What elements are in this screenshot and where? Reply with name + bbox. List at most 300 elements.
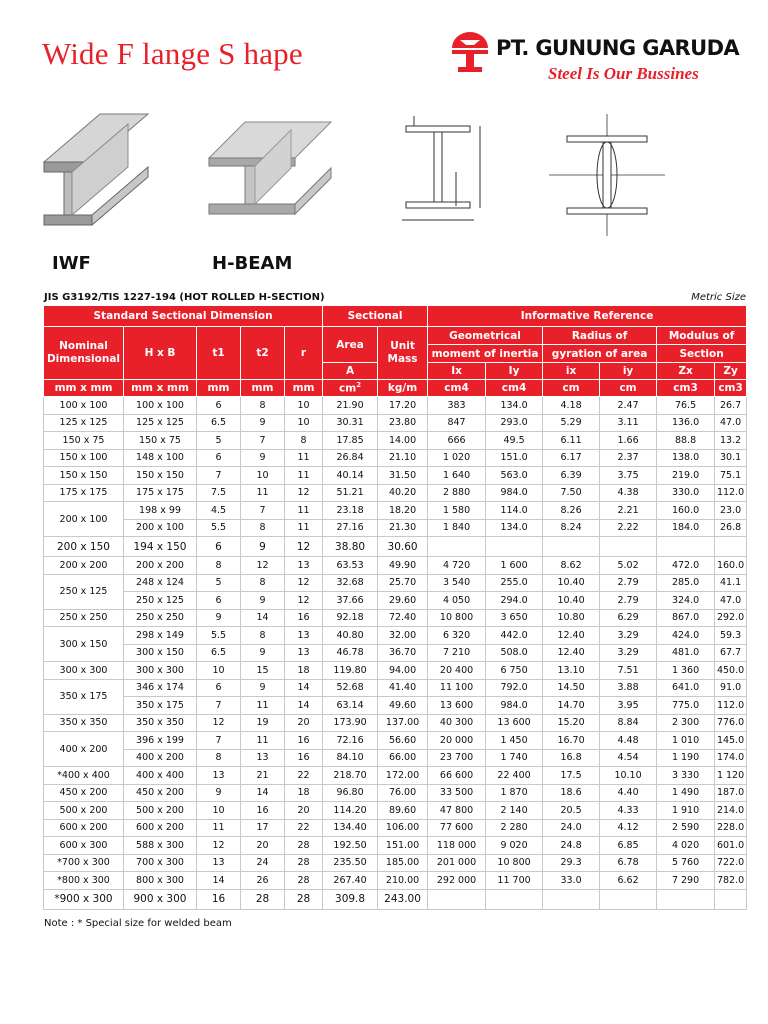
cell-radius-iy: 2.79	[600, 592, 657, 610]
cell-radius-iy: 3.75	[600, 467, 657, 485]
cell-zy: 26.8	[715, 519, 747, 537]
cell-zx: 424.0	[657, 627, 715, 645]
cell-radius-ix: 14.70	[543, 697, 600, 715]
cell-area: 96.80	[323, 784, 378, 802]
cell-t1: 4.5	[197, 502, 241, 520]
cell-r: 12	[285, 574, 323, 592]
cell-r: 22	[285, 819, 323, 837]
cell-r: 10	[285, 397, 323, 415]
cell-t1: 13	[197, 767, 241, 785]
cell-radius-ix: 4.18	[543, 397, 600, 415]
cell-ix: 23 700	[428, 749, 486, 767]
cell-radius-iy: 7.51	[600, 662, 657, 680]
cell-t2: 8	[241, 574, 285, 592]
cell-zx: 1 910	[657, 802, 715, 820]
cell-hxb: 300 x 150	[124, 644, 197, 662]
table-header	[44, 306, 747, 397]
unit-radius-iy: cm	[600, 380, 657, 397]
page-title: Wide F lange S hape	[42, 36, 303, 71]
cell-radius-iy: 8.84	[600, 714, 657, 732]
cell-zx: 5 760	[657, 854, 715, 872]
cell-t2: 19	[241, 714, 285, 732]
cell-hxb: 298 x 149	[124, 627, 197, 645]
unit-radius-ix: cm	[543, 380, 600, 397]
cell-zx: 219.0	[657, 467, 715, 485]
cell-area: 52.68	[323, 679, 378, 697]
cell-r: 20	[285, 802, 323, 820]
cell-radius-iy: 4.40	[600, 784, 657, 802]
cell-zy: 782.0	[715, 872, 747, 890]
cell-zx: 136.0	[657, 414, 715, 432]
cell-iy	[486, 889, 543, 909]
cell-zy: 450.0	[715, 662, 747, 680]
header-t2: t2	[241, 327, 285, 380]
cell-t1: 5.5	[197, 627, 241, 645]
hbeam-label: H-BEAM	[212, 253, 293, 274]
unit-area-exponent: 2	[356, 381, 362, 390]
cell-radius-ix: 20.5	[543, 802, 600, 820]
cell-t2: 11	[241, 484, 285, 502]
cell-zx: 160.0	[657, 502, 715, 520]
cell-radius-iy	[600, 889, 657, 909]
cell-radius-iy: 4.33	[600, 802, 657, 820]
cell-nominal: 300 x 150	[44, 627, 124, 662]
cell-iy: 442.0	[486, 627, 543, 645]
cell-t1: 7	[197, 467, 241, 485]
cell-nominal: 150 x 75	[44, 432, 124, 450]
cell-t2: 9	[241, 592, 285, 610]
company-tagline: Steel Is Our Bussines	[548, 64, 699, 83]
cell-zx: 76.5	[657, 397, 715, 415]
cell-radius-ix: 6.11	[543, 432, 600, 450]
header-radius: Radius of	[543, 327, 657, 345]
cell-zy: 776.0	[715, 714, 747, 732]
cell-radius-iy: 6.85	[600, 837, 657, 855]
header-informative-reference: Informative Reference	[428, 306, 747, 327]
cell-unit-mass: 14.00	[378, 432, 428, 450]
header-moment-of-inertia: moment of inertia	[428, 345, 543, 363]
cell-nominal: 175 x 175	[44, 484, 124, 502]
cell-hxb: 125 x 125	[124, 414, 197, 432]
cell-ix: 1 020	[428, 449, 486, 467]
cell-t2: 28	[241, 889, 285, 909]
cell-t2: 12	[241, 557, 285, 575]
cell-hxb: 500 x 200	[124, 802, 197, 820]
cell-zy: 228.0	[715, 819, 747, 837]
cell-t2: 9	[241, 414, 285, 432]
header-radius-iy: iy	[600, 363, 657, 380]
cell-t1: 6.5	[197, 644, 241, 662]
table-row	[44, 697, 747, 715]
cell-hxb: 588 x 300	[124, 837, 197, 855]
cell-area: 46.78	[323, 644, 378, 662]
cell-radius-iy: 6.29	[600, 609, 657, 627]
cell-hxb: 248 x 124	[124, 574, 197, 592]
cell-ix: 40 300	[428, 714, 486, 732]
cell-t1: 5	[197, 432, 241, 450]
cell-ix	[428, 537, 486, 557]
cell-unit-mass: 23.80	[378, 414, 428, 432]
cell-hxb: 600 x 200	[124, 819, 197, 837]
cell-t2: 24	[241, 854, 285, 872]
cell-hxb: 700 x 300	[124, 854, 197, 872]
cell-ix: 11 100	[428, 679, 486, 697]
cell-area: 51.21	[323, 484, 378, 502]
cell-radius-ix: 18.6	[543, 784, 600, 802]
cell-zx: 184.0	[657, 519, 715, 537]
cell-ix: 66 600	[428, 767, 486, 785]
cell-radius-ix: 17.5	[543, 767, 600, 785]
cell-area: 40.14	[323, 467, 378, 485]
table-row	[44, 502, 747, 520]
cell-zx: 1 010	[657, 732, 715, 750]
cell-t1: 11	[197, 819, 241, 837]
cell-area: 27.16	[323, 519, 378, 537]
cell-radius-iy: 3.88	[600, 679, 657, 697]
cell-unit-mass: 243.00	[378, 889, 428, 909]
cell-ix: 20 400	[428, 662, 486, 680]
cell-ix: 13 600	[428, 697, 486, 715]
cell-r: 16	[285, 749, 323, 767]
cell-radius-ix: 24.0	[543, 819, 600, 837]
cell-nominal: 350 x 350	[44, 714, 124, 732]
cell-nominal: 600 x 300	[44, 837, 124, 855]
header-ix: Ix	[428, 363, 486, 380]
cell-hxb: 396 x 199	[124, 732, 197, 750]
cell-r: 11	[285, 519, 323, 537]
cell-iy: 10 800	[486, 854, 543, 872]
cell-area: 267.40	[323, 872, 378, 890]
cell-radius-ix	[543, 537, 600, 557]
cell-zy: 601.0	[715, 837, 747, 855]
cell-radius-iy: 2.79	[600, 574, 657, 592]
cell-ix: 1 580	[428, 502, 486, 520]
cell-zx: 867.0	[657, 609, 715, 627]
cell-zy: 722.0	[715, 854, 747, 872]
cell-radius-iy: 6.78	[600, 854, 657, 872]
header-zx: Zx	[657, 363, 715, 380]
cell-r: 11	[285, 467, 323, 485]
cell-iy: 13 600	[486, 714, 543, 732]
cell-t1: 5	[197, 574, 241, 592]
cell-iy: 49.5	[486, 432, 543, 450]
cell-area: 119.80	[323, 662, 378, 680]
cell-zx	[657, 889, 715, 909]
cell-r: 8	[285, 432, 323, 450]
cell-area: 30.31	[323, 414, 378, 432]
cell-t1: 8	[197, 749, 241, 767]
cell-zy: 41.1	[715, 574, 747, 592]
cell-r: 13	[285, 557, 323, 575]
cell-radius-ix: 13.10	[543, 662, 600, 680]
cell-ix: 77 600	[428, 819, 486, 837]
cell-unit-mass: 21.10	[378, 449, 428, 467]
cell-zx: 1 190	[657, 749, 715, 767]
metric-size-label: Metric Size	[691, 292, 746, 303]
cell-radius-ix: 7.50	[543, 484, 600, 502]
cell-radius-iy: 5.02	[600, 557, 657, 575]
cell-r: 11	[285, 502, 323, 520]
table-row	[44, 592, 747, 610]
cell-radius-ix: 29.3	[543, 854, 600, 872]
header-gyration: gyration of area	[543, 345, 657, 363]
header-unit-mass: Unit Mass	[378, 327, 428, 380]
cell-radius-iy: 10.10	[600, 767, 657, 785]
table-row	[44, 537, 747, 557]
cell-nominal: 500 x 200	[44, 802, 124, 820]
cell-t2: 8	[241, 519, 285, 537]
cell-unit-mass: 72.40	[378, 609, 428, 627]
cell-radius-ix	[543, 889, 600, 909]
unit-area	[323, 380, 378, 397]
cell-t2: 7	[241, 432, 285, 450]
unit-zx: cm3	[657, 380, 715, 397]
standard-label: JIS G3192/TIS 1227-194 (HOT ROLLED H-SECTION)	[44, 292, 325, 303]
cell-ix: 118 000	[428, 837, 486, 855]
cell-iy: 151.0	[486, 449, 543, 467]
cell-zy: 47.0	[715, 592, 747, 610]
cell-ix: 4 720	[428, 557, 486, 575]
cell-t1: 12	[197, 837, 241, 855]
cell-iy: 22 400	[486, 767, 543, 785]
cell-t1: 8	[197, 557, 241, 575]
cell-zy: 23.0	[715, 502, 747, 520]
header-hxb: H x B	[124, 327, 197, 380]
cell-r: 16	[285, 609, 323, 627]
cell-t1: 6	[197, 397, 241, 415]
table-row	[44, 662, 747, 680]
unit-nominal: mm x mm	[44, 380, 124, 397]
header-r: r	[285, 327, 323, 380]
cell-iy: 134.0	[486, 397, 543, 415]
company-logo-icon	[450, 30, 490, 74]
cell-iy: 1 600	[486, 557, 543, 575]
cell-iy: 984.0	[486, 697, 543, 715]
cell-zy: 47.0	[715, 414, 747, 432]
cell-ix: 847	[428, 414, 486, 432]
table-row	[44, 854, 747, 872]
cell-t2: 26	[241, 872, 285, 890]
cell-hxb: 198 x 99	[124, 502, 197, 520]
cell-area: 63.14	[323, 697, 378, 715]
cell-zx: 481.0	[657, 644, 715, 662]
cell-radius-ix: 16.70	[543, 732, 600, 750]
cell-t1: 9	[197, 784, 241, 802]
cell-unit-mass: 40.20	[378, 484, 428, 502]
cell-unit-mass: 94.00	[378, 662, 428, 680]
table-row	[44, 679, 747, 697]
cell-radius-iy: 2.22	[600, 519, 657, 537]
cell-area: 173.90	[323, 714, 378, 732]
cell-radius-ix: 10.40	[543, 574, 600, 592]
table-row	[44, 449, 747, 467]
cell-t1: 9	[197, 609, 241, 627]
cell-r: 12	[285, 592, 323, 610]
cell-ix: 47 800	[428, 802, 486, 820]
cell-iy	[486, 537, 543, 557]
cell-ix: 20 000	[428, 732, 486, 750]
cell-nominal: *400 x 400	[44, 767, 124, 785]
cell-iy: 2 140	[486, 802, 543, 820]
cell-zy: 112.0	[715, 697, 747, 715]
cell-t2: 8	[241, 397, 285, 415]
header-nominal: Nominal Dimensional	[44, 327, 124, 380]
cell-hxb: 175 x 175	[124, 484, 197, 502]
cell-ix: 6 320	[428, 627, 486, 645]
unit-t1: mm	[197, 380, 241, 397]
cell-zx	[657, 537, 715, 557]
cell-area: 21.90	[323, 397, 378, 415]
cell-area: 235.50	[323, 854, 378, 872]
cell-nominal: 100 x 100	[44, 397, 124, 415]
cell-t1: 6	[197, 537, 241, 557]
cell-unit-mass: 66.00	[378, 749, 428, 767]
cell-r: 11	[285, 449, 323, 467]
cell-radius-ix: 8.62	[543, 557, 600, 575]
header-radius-ix: ix	[543, 363, 600, 380]
cell-nominal: *800 x 300	[44, 872, 124, 890]
cell-area: 114.20	[323, 802, 378, 820]
cell-zy: 187.0	[715, 784, 747, 802]
header-area-symbol: A	[323, 363, 378, 380]
cell-r: 14	[285, 697, 323, 715]
cell-t2: 11	[241, 697, 285, 715]
cell-t2: 7	[241, 502, 285, 520]
cell-t2: 13	[241, 749, 285, 767]
cell-radius-ix: 10.80	[543, 609, 600, 627]
cell-ix: 383	[428, 397, 486, 415]
cell-iy: 792.0	[486, 679, 543, 697]
cell-t2: 16	[241, 802, 285, 820]
cell-hxb: 900 x 300	[124, 889, 197, 909]
cell-area: 309.8	[323, 889, 378, 909]
cell-unit-mass: 41.40	[378, 679, 428, 697]
cell-t2: 8	[241, 627, 285, 645]
cell-t1: 13	[197, 854, 241, 872]
cell-unit-mass: 137.00	[378, 714, 428, 732]
cell-area: 40.80	[323, 627, 378, 645]
table-row	[44, 414, 747, 432]
unit-hxb: mm x mm	[124, 380, 197, 397]
cell-zx: 2 300	[657, 714, 715, 732]
cell-r: 13	[285, 627, 323, 645]
cell-ix: 33 500	[428, 784, 486, 802]
cell-radius-ix: 5.29	[543, 414, 600, 432]
cell-nominal: 200 x 200	[44, 557, 124, 575]
cell-zy: 91.0	[715, 679, 747, 697]
cell-nominal: 150 x 150	[44, 467, 124, 485]
cell-zy	[715, 537, 747, 557]
unit-r: mm	[285, 380, 323, 397]
header-iy: Iy	[486, 363, 543, 380]
cell-t1: 7	[197, 732, 241, 750]
table-row	[44, 749, 747, 767]
cell-area: 17.85	[323, 432, 378, 450]
cell-nominal: 200 x 150	[44, 537, 124, 557]
cell-ix: 10 800	[428, 609, 486, 627]
cell-nominal: 350 x 175	[44, 679, 124, 714]
cell-zx: 2 590	[657, 819, 715, 837]
cell-zx: 138.0	[657, 449, 715, 467]
cell-t1: 6.5	[197, 414, 241, 432]
cell-r: 10	[285, 414, 323, 432]
cell-zy: 75.1	[715, 467, 747, 485]
cell-unit-mass: 18.20	[378, 502, 428, 520]
cell-hxb: 200 x 200	[124, 557, 197, 575]
cell-r: 14	[285, 679, 323, 697]
cell-area: 192.50	[323, 837, 378, 855]
cell-r: 18	[285, 662, 323, 680]
cell-ix: 201 000	[428, 854, 486, 872]
cell-radius-iy: 3.11	[600, 414, 657, 432]
cell-hxb: 148 x 100	[124, 449, 197, 467]
cell-radius-iy: 2.37	[600, 449, 657, 467]
cell-zy: 30.1	[715, 449, 747, 467]
cell-t2: 9	[241, 449, 285, 467]
cell-area: 92.18	[323, 609, 378, 627]
cell-nominal: 250 x 250	[44, 609, 124, 627]
cell-iy: 563.0	[486, 467, 543, 485]
table-row	[44, 784, 747, 802]
cell-radius-iy: 4.38	[600, 484, 657, 502]
cell-r: 28	[285, 837, 323, 855]
cell-area: 84.10	[323, 749, 378, 767]
cell-hxb: 400 x 400	[124, 767, 197, 785]
cell-unit-mass: 151.00	[378, 837, 428, 855]
cell-iy: 2 280	[486, 819, 543, 837]
cell-zy: 1 120	[715, 767, 747, 785]
cell-hxb: 200 x 100	[124, 519, 197, 537]
cell-unit-mass: 21.30	[378, 519, 428, 537]
cell-r: 13	[285, 644, 323, 662]
header-standard-dimension: Standard Sectional Dimension	[44, 306, 323, 327]
cell-ix: 666	[428, 432, 486, 450]
cell-zx: 1 490	[657, 784, 715, 802]
cell-t1: 10	[197, 662, 241, 680]
cell-area: 63.53	[323, 557, 378, 575]
cell-zx: 330.0	[657, 484, 715, 502]
cell-iy: 508.0	[486, 644, 543, 662]
cell-zx: 285.0	[657, 574, 715, 592]
table-row	[44, 574, 747, 592]
cell-hxb: 150 x 75	[124, 432, 197, 450]
cell-zx: 775.0	[657, 697, 715, 715]
cell-nominal: *700 x 300	[44, 854, 124, 872]
cell-iy: 6 750	[486, 662, 543, 680]
cell-nominal: 450 x 200	[44, 784, 124, 802]
unit-mass: kg/m	[378, 380, 428, 397]
cell-t1: 16	[197, 889, 241, 909]
cell-t1: 14	[197, 872, 241, 890]
cell-nominal: 400 x 200	[44, 732, 124, 767]
cell-zx: 641.0	[657, 679, 715, 697]
cell-hxb: 250 x 125	[124, 592, 197, 610]
table-row	[44, 557, 747, 575]
cell-t2: 20	[241, 837, 285, 855]
cell-r: 28	[285, 872, 323, 890]
cell-r: 12	[285, 537, 323, 557]
cell-r: 18	[285, 784, 323, 802]
cell-r: 16	[285, 732, 323, 750]
cell-hxb: 400 x 200	[124, 749, 197, 767]
cell-zy: 59.3	[715, 627, 747, 645]
cell-radius-iy: 2.47	[600, 397, 657, 415]
cell-ix: 4 050	[428, 592, 486, 610]
cell-t2: 9	[241, 537, 285, 557]
cell-t1: 10	[197, 802, 241, 820]
wide-flange-spec-table	[43, 305, 747, 910]
cell-radius-ix: 6.17	[543, 449, 600, 467]
